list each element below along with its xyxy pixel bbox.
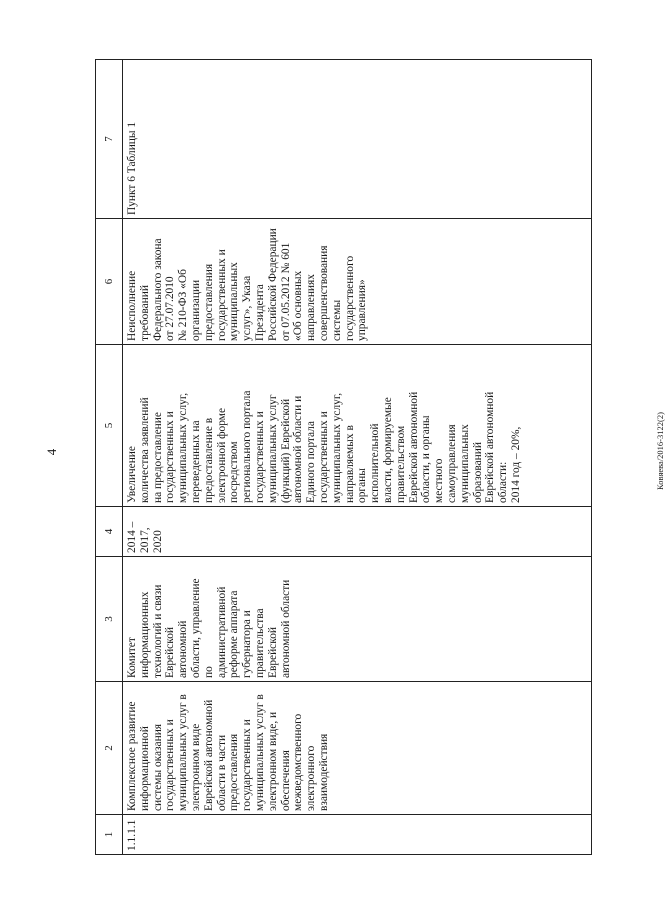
header-col-2: 2: [96, 682, 123, 815]
cell-item-number: [123, 815, 592, 855]
rotated-table-frame: [95, 60, 592, 855]
cell-expected-result: [123, 345, 592, 507]
header-col-3: 3: [96, 557, 123, 682]
header-col-5: 5: [96, 345, 123, 507]
table-container: [95, 60, 592, 855]
cell-measure-name: [123, 682, 592, 815]
table-row: [123, 60, 592, 855]
header-col-4: 4: [96, 507, 123, 557]
cell-item-number-text: 1.1.1.1: [126, 819, 138, 851]
table-header-row: [96, 60, 123, 855]
cell-period-text: 2014 – 2017, 2020: [126, 521, 164, 553]
header-col-6: 6: [96, 219, 123, 345]
cell-measure-name-text: Комплексное развитие информационной системы оказания государственных и муниципальных услуг в электронном виде Еврейской автономной области в части предоставления государственных и муниципальных услуг в электронном виде, и обеспечения межведомственного электронного взаимодействия: [126, 694, 330, 811]
cell-responsible: [123, 557, 592, 682]
cell-consequences-text: Неисполнение требований Федерального закона от 27.07.2010 № 210-ФЗ «Об организации предоставления государственных и муниципальных услуг», Указа Президента Российской Федерации от 07.05.2012 № 601 «Об основных направлениях совершенствования системы государственного управления»: [126, 228, 369, 341]
document-footer-code: Ковяева/2016-3122(2): [655, 412, 665, 490]
page-number: 4: [44, 448, 59, 456]
header-col-7: 7: [96, 60, 123, 219]
cell-link-indicator-text: Пункт 6 Таблицы 1: [126, 121, 138, 215]
cell-expected-result-text: Увеличение количества заявлений на предоставление государственных и муниципальных услуг, переведенных на предоставление в электронной форме посредством регионального портала государственных и муниципальных услуг (функций) Еврейской автономной области и Единого портала государственных и муниципальных услуг, направляемых в органы исполнительной власти, формируемые правительством Еврейской автономной области, и органы местного самоуправления муниципальных образований Еврейской автономной области: 2014 год – 20%,: [126, 390, 522, 503]
cell-consequences: [123, 219, 592, 345]
cell-link-indicator: [123, 60, 592, 219]
cell-responsible-text: Комитет информационных технологий и связи Еврейской автономной области, управление по административной реформе аппарата губернатора и правительства Еврейской автономной области: [126, 578, 292, 678]
header-col-1: 1: [96, 815, 123, 855]
program-measures-table: [95, 59, 592, 855]
cell-period: [123, 507, 592, 557]
